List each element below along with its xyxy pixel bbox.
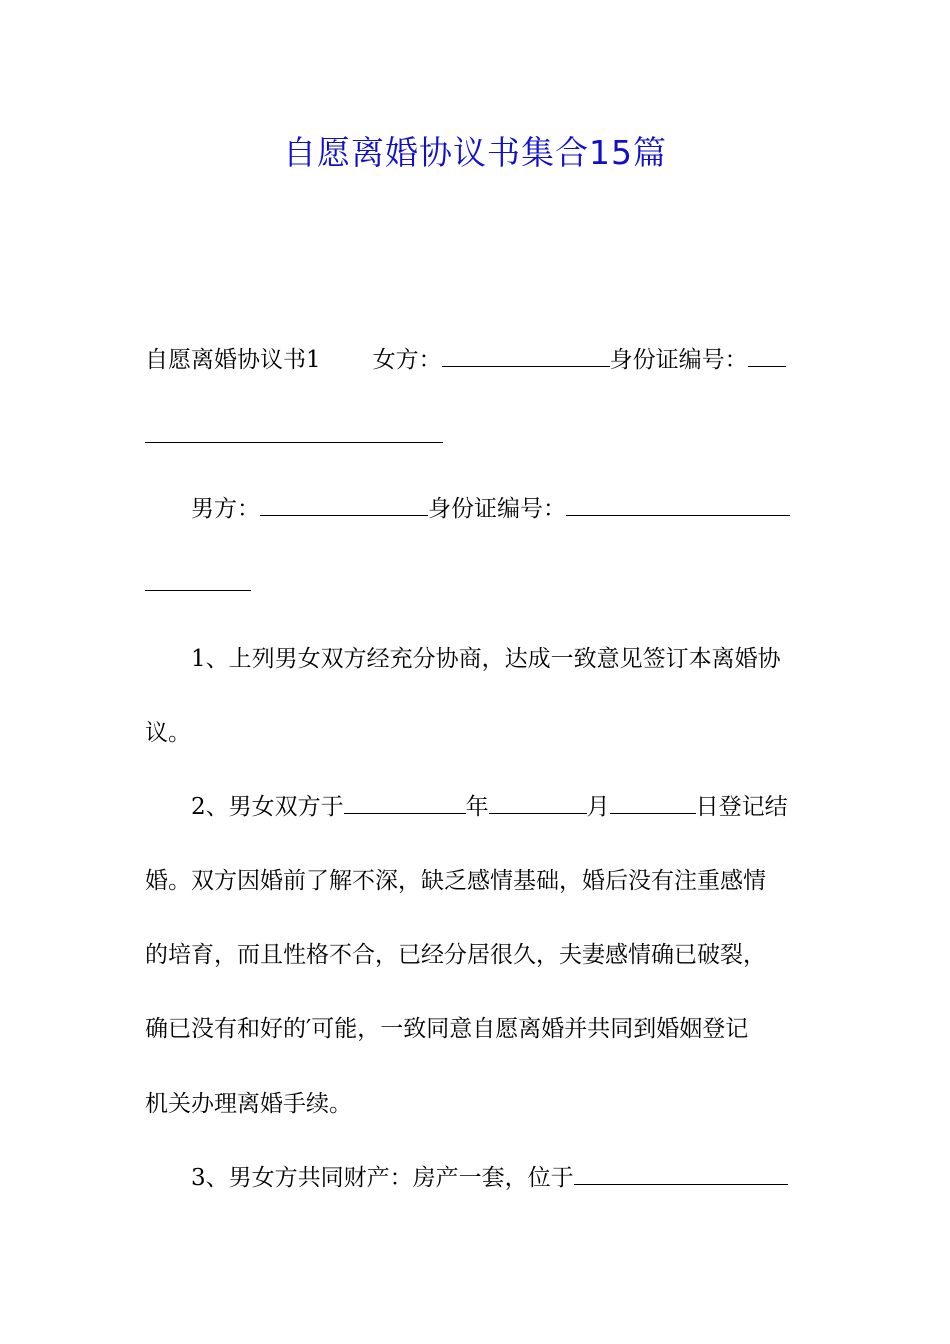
year-blank bbox=[344, 793, 466, 814]
id-label-female: 身份证编号： bbox=[609, 347, 748, 373]
day-blank bbox=[610, 793, 696, 814]
year-label: 年 bbox=[465, 794, 489, 820]
clause-3-lead: 3、男女方共同财产：房产一套，位于 bbox=[191, 1165, 574, 1191]
male-id-continuation bbox=[145, 566, 810, 602]
clause-2-lead: 2、男女双方于 bbox=[191, 794, 344, 820]
clause-2-line-4: 确已没有和好的′可能，一致同意自愿离婚并共同到婚姻登记 bbox=[145, 1016, 749, 1042]
male-label: 男方： bbox=[191, 496, 260, 522]
female-name-blank bbox=[442, 346, 610, 367]
female-label: 女方： bbox=[372, 347, 442, 373]
clause-1-line-2: 议。 bbox=[145, 720, 191, 746]
female-id-blank bbox=[748, 346, 786, 367]
document-title: 自愿离婚协议书集合15篇 bbox=[283, 133, 667, 172]
id-label-male: 身份证编号： bbox=[428, 496, 566, 522]
clause-2-line-1 bbox=[145, 789, 856, 825]
female-id-blank-cont bbox=[145, 422, 443, 443]
male-id-blank bbox=[566, 495, 790, 516]
male-name-blank bbox=[260, 495, 428, 516]
male-id-blank-cont bbox=[145, 570, 251, 591]
clause-3-line-1 bbox=[145, 1160, 856, 1196]
clause-1-line-1: 1、上列男女双方经充分协商，达成一致意见签订本离婚协 bbox=[191, 646, 781, 672]
party-line-female bbox=[145, 342, 810, 378]
female-id-continuation bbox=[145, 418, 810, 454]
property-location-blank bbox=[574, 1164, 788, 1185]
clause-2-line-5: 机关办理离婚手续。 bbox=[145, 1091, 352, 1117]
month-label: 月 bbox=[586, 794, 610, 820]
section-heading: 自愿离婚协议书1 bbox=[145, 347, 321, 373]
clause-2-line-2: 婚。双方因婚前了解不深，缺乏感情基础，婚后没有注重感情 bbox=[145, 868, 766, 894]
clause-2-line-3: 的培育，而且性格不合，已经分居很久，夫妻感情确已破裂， bbox=[145, 942, 766, 968]
day-tail: 日登记结 bbox=[695, 794, 788, 820]
party-line-male bbox=[145, 491, 856, 527]
month-blank bbox=[489, 793, 587, 814]
